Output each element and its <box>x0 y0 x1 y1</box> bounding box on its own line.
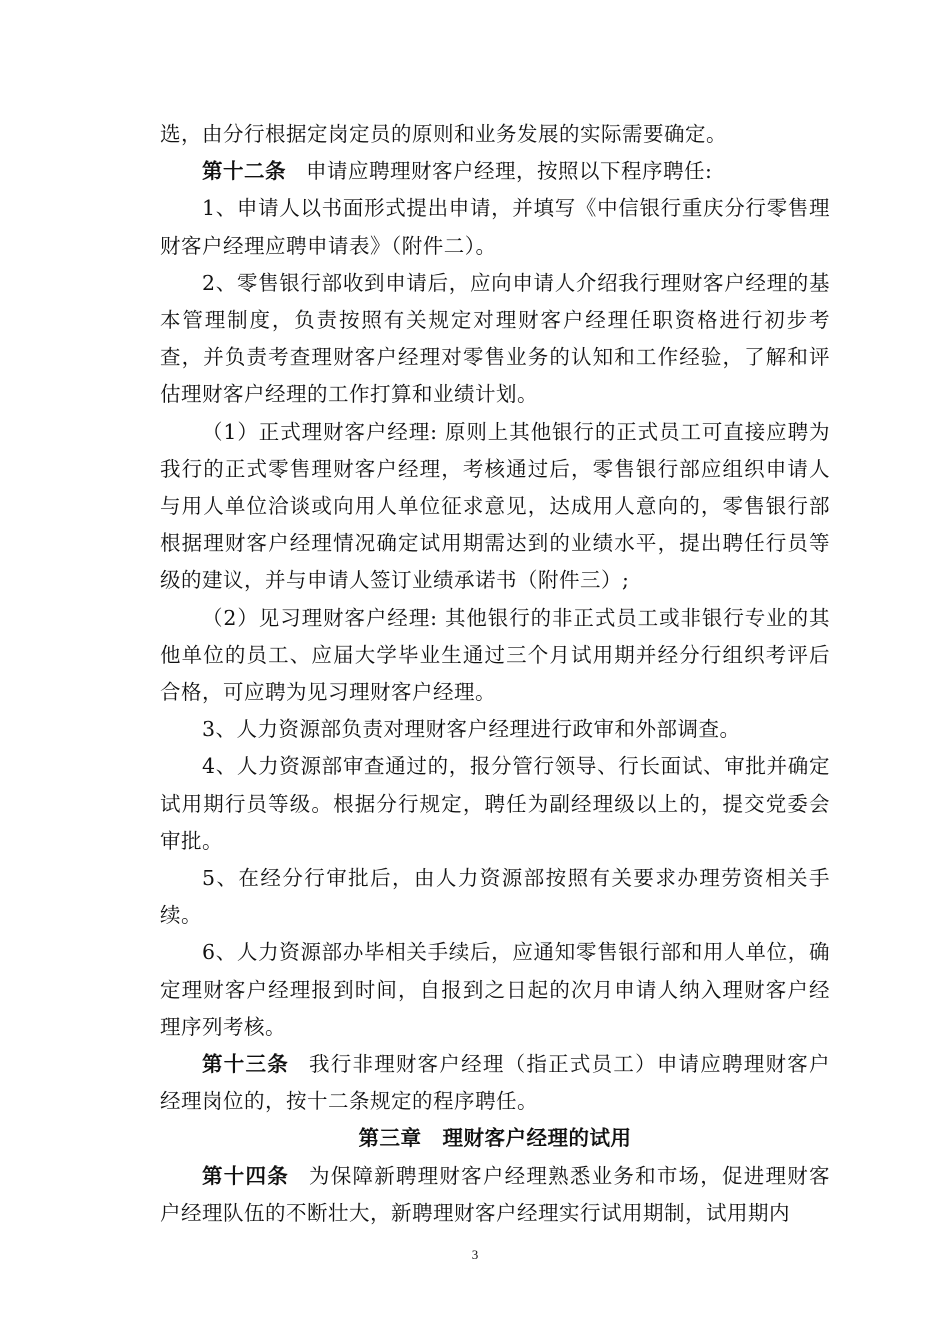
article-number: 第十三条 <box>202 1052 289 1077</box>
procedure-step-3: 3、人力资源部负责对理财客户经理进行政审和外部调查。 <box>202 717 741 742</box>
article-13 <box>160 1046 830 1120</box>
procedure-step-4: 4、人力资源部审查通过的，报分管行领导、行长面试、审批并确定试用期行员等级。根据分行规定，聘任为副经理级以上的，提交党委会审批。 <box>160 754 830 853</box>
procedure-step-1: 1、申请人以书面形式提出申请，并填写《中信银行重庆分行零售理财客户经理应聘申请表》（附件二）。 <box>160 196 830 258</box>
page-number: 3 <box>471 1247 479 1262</box>
paragraph-continuation: 选，由分行根据定岗定员的原则和业务发展的实际需要确定。 <box>160 122 727 146</box>
article-number: 第十四条 <box>202 1163 289 1188</box>
article-text: 我行非理财客户经理（指正式员工）申请应聘理财客户经理岗位的，按十二条规定的程序聘任。 <box>160 1052 831 1114</box>
procedure-step-2: 2、零售银行部收到申请后，应向申请人介绍我行理财客户经理的基本管理制度，负责按照有关规定对理财客户经理任职资格进行初步考查，并负责考查理财客户经理对零售业务的认知和工作经验，了解和评估理财客户经理的工作打算和业绩计划。 <box>160 270 830 407</box>
article-text: 申请应聘理财客户经理，按照以下程序聘任: <box>306 159 713 184</box>
chapter-heading: 第三章 理财客户经理的试用 <box>358 1126 632 1151</box>
article-14 <box>160 1158 830 1232</box>
article-12 <box>160 153 830 190</box>
article-number: 第十二条 <box>202 159 286 184</box>
procedure-step-5: 5、在经分行审批后，由人力资源部按照有关要求办理劳资相关手续。 <box>160 866 830 928</box>
procedure-step-2-item-1: （1）正式理财客户经理: 原则上其他银行的正式员工可直接应聘为我行的正式零售理财客户经理，考核通过后，零售银行部应组织申请人与用人单位洽谈或向用人单位征求意见，达成用人意向的，零售银行部根据理财客户经理情况确定试用期需达到的业绩水平，提出聘任行员等级的建议，并与申请人签订业绩承诺书（附件三）; <box>160 419 830 593</box>
procedure-step-6: 6、人力资源部办毕相关手续后，应通知零售银行部和用人单位，确定理财客户经理报到时间，自报到之日起的次月申请人纳入理财客户经理序列考核。 <box>160 940 830 1039</box>
procedure-step-2-item-2: （2）见习理财客户经理: 其他银行的非正式员工或非银行专业的其他单位的员工、应届大学毕业生通过三个月试用期并经分行组织考评后合格，可应聘为见习理财客户经理。 <box>160 605 830 705</box>
document-body <box>160 116 830 1232</box>
article-text: 为保障新聘理财客户经理熟悉业务和市场，促进理财客户经理队伍的不断壮大，新聘理财客户经理实行试用期制，试用期内 <box>160 1163 831 1225</box>
